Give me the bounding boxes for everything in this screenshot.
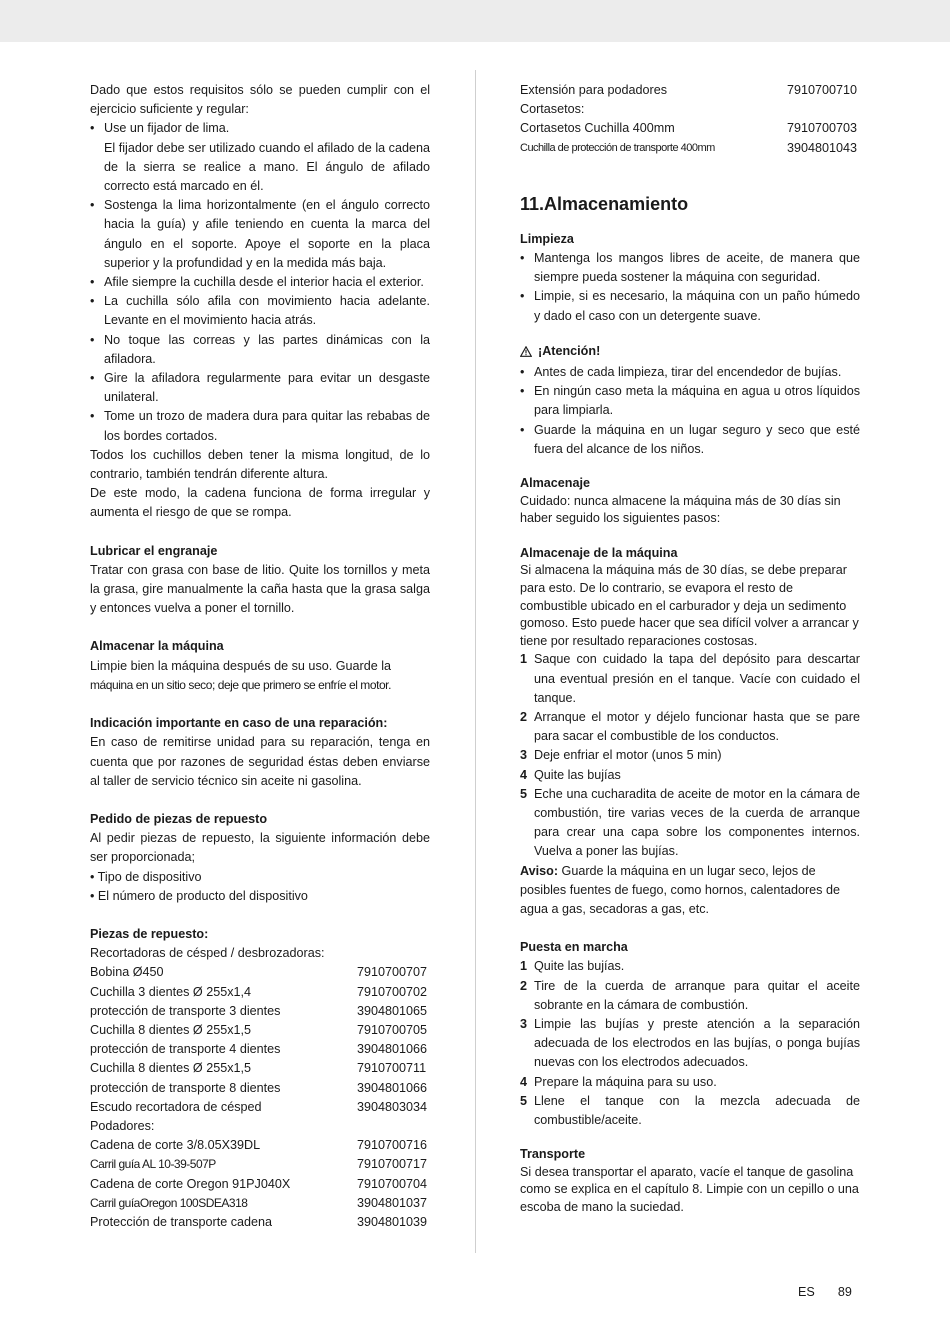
pedido-item: • Tipo de dispositivo [90, 869, 202, 884]
list-item: 4 Quite las bujías [520, 767, 621, 782]
part-name: Bobina Ø450 [90, 965, 164, 980]
puesta-heading: Puesta en marcha [520, 940, 628, 955]
piezas-subheading: Recortadoras de césped / desbrozadoras: [90, 946, 325, 961]
page-number: 89 [837, 1285, 852, 1299]
language-code: ES [798, 1285, 815, 1299]
transporte-heading: Transporte [520, 1147, 586, 1162]
table-row [90, 1040, 430, 1059]
limpieza-bullets [520, 249, 860, 326]
part-name: Carril guía AL 10-39-507P [90, 1157, 216, 1172]
list-item: • La cuchilla sólo afila con movimiento hacia adelante. Levante en el movimiento hacia atrás. [90, 292, 430, 330]
table-row [90, 1194, 430, 1213]
part-name: Escudo recortadora de césped [90, 1099, 262, 1114]
reparacion-text: En caso de remitirse unidad para su reparación, tenga en cuenta que por razones de seguridad éstas deben enviarse al taller de servicio técnico sin aceite ni gasolina. [90, 735, 430, 788]
part-code: 7910700704 [357, 1176, 428, 1191]
list-item: 2 Arranque el motor y déjelo funcionar hasta que se pare para sacar el combustible de los conductos. [520, 710, 860, 744]
almacenaje-text: Cuidado: nunca almacene la máquina más de 30 días sin haber seguido los siguientes pasos: [520, 493, 841, 526]
part-code: 3904801043 [787, 140, 858, 155]
list-item: • Afile siempre la cuchilla desde el interior hacia el exterior. [90, 273, 430, 292]
right-column [520, 81, 860, 1217]
table-row [90, 1098, 430, 1117]
part-name: protección de transporte 8 dientes [90, 1080, 281, 1095]
table-row [90, 1213, 430, 1232]
list-item: 5 Llene el tanque con la mezcla adecuada de combustible/aceite. [520, 1093, 860, 1128]
part-code: 7910700711 [357, 1061, 427, 1076]
part-name: Extensión para podadores [520, 83, 668, 97]
parts-table-pruners [90, 1136, 430, 1232]
part-name: Cuchilla de protección de transporte 400mm [520, 141, 715, 154]
list-item: • No toque las correas y las partes dinámicas con la afiladora. [90, 331, 430, 369]
table-row [90, 983, 430, 1002]
part-code: 7910700717 [357, 1157, 428, 1172]
warning-icon [520, 346, 532, 357]
aviso-label: Aviso: [520, 863, 559, 878]
atencion-bullets [520, 363, 860, 459]
list-item: 1 Quite las bujías. [520, 959, 625, 974]
transporte-text: Si desea transportar el aparato, vacíe el tanque de gasolina como se explica en el capítulo 8. Limpie con un cepillo o una escoba de mano la suciedad. [520, 1164, 859, 1215]
table-row [520, 119, 860, 138]
list-item: 2 Tire de la cuerda de arranque para quitar el aceite sobrante en la cámara de combustión. [520, 978, 860, 1012]
section-title: 11.Almacenamiento [520, 193, 689, 214]
list-item: • Tome un trozo de madera dura para quitar las rebabas de los bordes cortados. [90, 407, 430, 445]
part-name: Cuchilla 8 dientes Ø 255x1,5 [90, 1022, 252, 1037]
lubricar-text: Tratar con grasa con base de litio. Quite los tornillos y meta la grasa, gire manualmente la caña hasta que la grasa salga y entonces vuelva a poner el tornillo. [90, 562, 430, 616]
pedido-heading: Pedido de piezas de repuesto [90, 811, 268, 826]
attention-label: ¡Atención! [538, 343, 601, 358]
table-row [90, 963, 430, 982]
aviso-text: Guarde la máquina en un lugar seco, lejos de posibles fuentes de fuego, como hornos, calentadores de agua a gas, secadoras a gas, etc. [520, 863, 840, 917]
part-code: 3904801065 [357, 1003, 428, 1018]
list-item: • En ningún caso meta la máquina en agua u otros líquidos para limpiarla. [520, 382, 860, 420]
table-row [520, 100, 860, 119]
almacenaje-maquina-text: Si almacena la máquina más de 30 días, se debe preparar para esto. De lo contrario, se evapora el resto de combustible ubicado en el carburador y deja un sedimento gomoso. Esto puede hacer que sea difícil volver a arrancar y tiene por resultado reparaciones costosas. [520, 563, 859, 648]
piezas-subheading: Podadores: [90, 1118, 155, 1133]
list-item: 4 Prepare la máquina para su uso. [520, 1074, 717, 1089]
table-row [520, 81, 860, 100]
paragraph: De este modo, la cadena funciona de forma irregular y aumenta el riesgo de que se rompa. [90, 486, 430, 520]
table-row [90, 1021, 430, 1040]
list-item: 1 Saque con cuidado la tapa del depósito para descartar una eventual presión en el tanque. Vacíe con cuidado el tanque. [520, 652, 860, 705]
sharpening-bullets [90, 119, 430, 445]
part-name: Cadena de corte 3/8.05X39DL [90, 1138, 261, 1153]
list-item: • Use un fijador de lima. El fijador debe ser utilizado cuando el afilado de la cadena de la sierra se realice a mano. El ángulo de afilado correcto está marcado en él. [90, 119, 430, 196]
part-name: Cortasetos: [520, 102, 585, 117]
part-name: Carril guíaOregon 100SDEA318 [90, 1195, 248, 1210]
part-code: 7910700710 [787, 83, 858, 97]
list-item: 3 Limpie las bujías y preste atención a la separación adecuada de los electrodos en las bujías, o ponga bujías nuevas con los electrodos adecuados. [520, 1017, 860, 1070]
table-row [90, 1002, 430, 1021]
parts-table-hedge [520, 81, 860, 158]
almacenar-heading: Almacenar la máquina [90, 639, 224, 654]
table-row [90, 1155, 430, 1174]
part-name: Cuchilla 3 dientes Ø 255x1,4 [90, 984, 252, 999]
part-code [787, 100, 860, 119]
almacenar-text-2: máquina en un sitio seco; deje que primero se enfríe el motor. [90, 677, 391, 692]
attention-heading [520, 342, 860, 361]
part-name: Cortasetos Cuchilla 400mm [520, 121, 675, 136]
list-item: 3 Deje enfriar el motor (unos 5 min) [520, 748, 722, 763]
aviso-note [520, 862, 860, 920]
part-code: 3904803034 [357, 1099, 428, 1114]
limpieza-heading: Limpieza [520, 231, 574, 246]
part-code: 3904801066 [357, 1080, 428, 1095]
column-divider [475, 70, 476, 1253]
table-row [520, 139, 860, 158]
list-item: • Guarde la máquina en un lugar seguro y seco que esté fuera del alcance de los niños. [520, 421, 860, 459]
part-code: 3904801066 [357, 1042, 428, 1057]
almacenaje-maquina-heading: Almacenaje de la máquina [520, 545, 678, 560]
part-code: 7910700716 [357, 1138, 428, 1153]
part-name: Cuchilla 8 dientes Ø 255x1,5 [90, 1061, 252, 1076]
part-code: 3904801037 [357, 1195, 428, 1210]
left-column [90, 81, 430, 1232]
part-name: Protección de transporte cadena [90, 1214, 273, 1229]
parts-table-trimmers [90, 963, 430, 1117]
part-code: 3904801039 [357, 1214, 428, 1229]
list-item: • Sostenga la lima horizontalmente (en el ángulo correcto hacia la guía) y afile teniendo en cuenta la marca del ángulo en el soporte. Apoye el soporte en la placa superior y la profundidad y en la medida más baja. [90, 196, 430, 273]
part-name: protección de transporte 3 dientes [90, 1003, 281, 1018]
table-row [90, 1175, 430, 1194]
table-row [90, 1136, 430, 1155]
list-item: • Mantenga los mangos libres de aceite, de manera que siempre pueda sostener la máquina con seguridad. [520, 249, 860, 287]
almacenaje-heading: Almacenaje [520, 476, 591, 491]
list-item: • Antes de cada limpieza, tirar del encendedor de bujías. [520, 363, 860, 382]
table-row [90, 1059, 430, 1078]
top-header-band [0, 0, 950, 42]
pedido-text: Al pedir piezas de repuesto, la siguiente información debe ser proporcionada; [90, 831, 430, 865]
list-item: 5 Eche una cucharadita de aceite de motor en la cámara de combustión, tire varias veces de la cuerda de arranque para crear una capa sobre los componentes internos. Vuelva a poner las bujías. [520, 786, 860, 859]
table-row [90, 1079, 430, 1098]
pedido-item: • El número de producto del dispositivo [90, 888, 308, 903]
almacenar-text-1: Limpie bien la máquina después de su uso. Guarde la [90, 658, 392, 673]
piezas-heading: Piezas de repuesto: [90, 926, 209, 941]
part-code: 7910700703 [787, 121, 858, 136]
intro-text: Dado que estos requisitos sólo se pueden cumplir con el ejercicio suficiente y regular: [90, 83, 430, 117]
list-item: • Limpie, si es necesario, la máquina con un paño húmedo y dado el caso con un detergente suave. [520, 287, 860, 325]
part-name: Cadena de corte Oregon 91PJ040X [90, 1176, 291, 1191]
lubricar-heading: Lubricar el engranaje [90, 543, 218, 558]
startup-steps [520, 957, 860, 1130]
paragraph: Todos los cuchillos deben tener la misma longitud, de lo contrario, también tendrán diferente altura. [90, 447, 430, 482]
part-code: 7910700707 [357, 965, 428, 980]
page-footer [798, 1283, 852, 1302]
part-name: protección de transporte 4 dientes [90, 1042, 281, 1057]
part-code: 7910700702 [357, 984, 428, 999]
part-code: 7910700705 [357, 1022, 428, 1037]
reparacion-heading: Indicación importante en caso de una reparación: [90, 716, 388, 731]
list-item: • Gire la afiladora regularmente para evitar un desgaste unilateral. [90, 369, 430, 407]
storage-steps [520, 650, 860, 861]
